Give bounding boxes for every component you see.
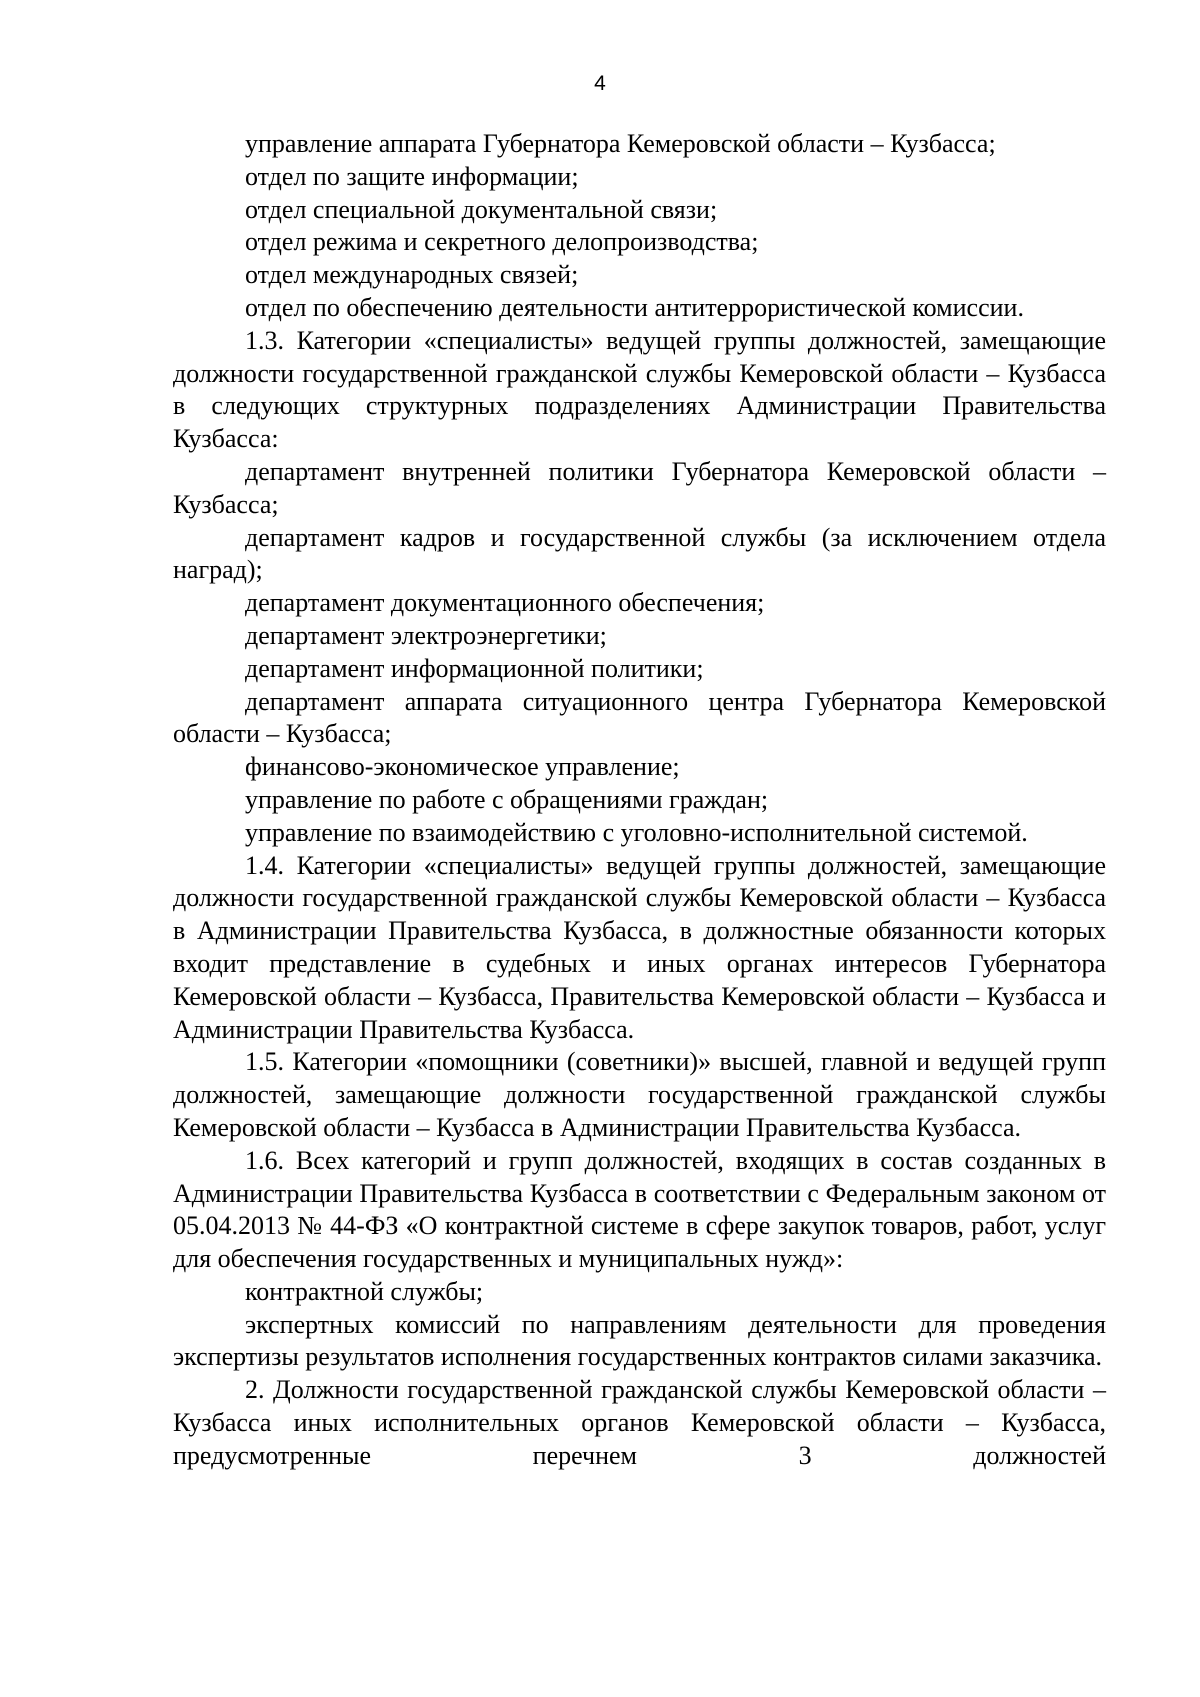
paragraph-governor-apparatus-management: управление аппарата Губернатора Кемеровской области – Кузбасса; <box>245 129 996 158</box>
paragraph-international-relations-department: отдел международных связей; <box>245 260 579 290</box>
document-body <box>173 128 1106 1473</box>
paragraph-special-documentary-communication-department: отдел специальной документальной связи; <box>245 194 718 224</box>
paragraph-expert-commissions: экспертных комиссий по направлениям деятельности для проведения экспертизы результатов исполнения государственных контрактов силами заказчика. <box>173 1309 1106 1372</box>
clause-1-6: 1.6. Всех категорий и групп должностей, входящих в состав созданных в Администрации Правительства Кузбасса в соответствии с Федеральным законом от 05.04.2013 № 44-ФЗ «О контрактной системе в сфере закупок товаров, работ, услуг для обеспечения государственных и муниципальных нужд»: <box>173 1145 1106 1274</box>
paragraph-information-protection-department: отдел по защите информации; <box>245 161 579 191</box>
paragraph-personnel-civil-service-department: департамент кадров и государственной службы (за исключением отдела наград); <box>173 522 1106 585</box>
page-number: 4 <box>594 72 606 95</box>
clause-1-3: 1.3. Категории «специалисты» ведущей группы должностей, замещающие должности государственной гражданской службы Кемеровской области – Кузбасса в следующих структурных подразделениях Администрации Правительства Кузбасса: <box>173 325 1106 454</box>
paragraph-information-policy-department: департамент информационной политики; <box>245 653 704 683</box>
paragraph-internal-policy-department: департамент внутренней политики Губернатора Кемеровской области – Кузбасса; <box>173 456 1106 519</box>
clause-1-5: 1.5. Категории «помощники (советники)» высшей, главной и ведущей групп должностей, замещающие должности государственной гражданской службы Кемеровской области – Кузбасса в Администрации Правительства Кузбасса. <box>173 1047 1106 1142</box>
clause-1-4: 1.4. Категории «специалисты» ведущей группы должностей, замещающие должности государственной гражданской службы Кемеровской области – Кузбасса в Администрации Правительства Кузбасса, в должностные обязанности которых входит представление в судебных и иных органах интересов Губернатора Кемеровской области – Кузбасса, Правительства Кемеровской области – Кузбасса и Администрации Правительства Кузбасса. <box>173 850 1106 1044</box>
paragraph-penal-system-interaction-management: управление по взаимодействию с уголовно-исполнительной системой. <box>245 817 1028 847</box>
paragraph-regime-secret-records-department: отдел режима и секретного делопроизводства; <box>245 227 759 257</box>
paragraph-situation-center-department: департамент аппарата ситуационного центра Губернатора Кемеровской области – Кузбасса; <box>173 686 1106 749</box>
paragraph-electric-power-department: департамент электроэнергетики; <box>245 620 607 650</box>
paragraph-documentation-support-department: департамент документационного обеспечения; <box>245 588 765 618</box>
paragraph-contract-service: контрактной службы; <box>245 1276 484 1306</box>
clause-2: 2. Должности государственной гражданской службы Кемеровской области – Кузбасса иных исполнительных органов Кемеровской области – Кузбасса, предусмотренные перечнем 3 должностей <box>173 1375 1106 1470</box>
paragraph-antiterrorist-commission-department: отдел по обеспечению деятельности антитеррористической комиссии. <box>245 292 1024 322</box>
paragraph-citizen-appeals-management: управление по работе с обращениями граждан; <box>245 784 769 814</box>
paragraph-financial-economic-management: финансово-экономическое управление; <box>245 752 680 782</box>
